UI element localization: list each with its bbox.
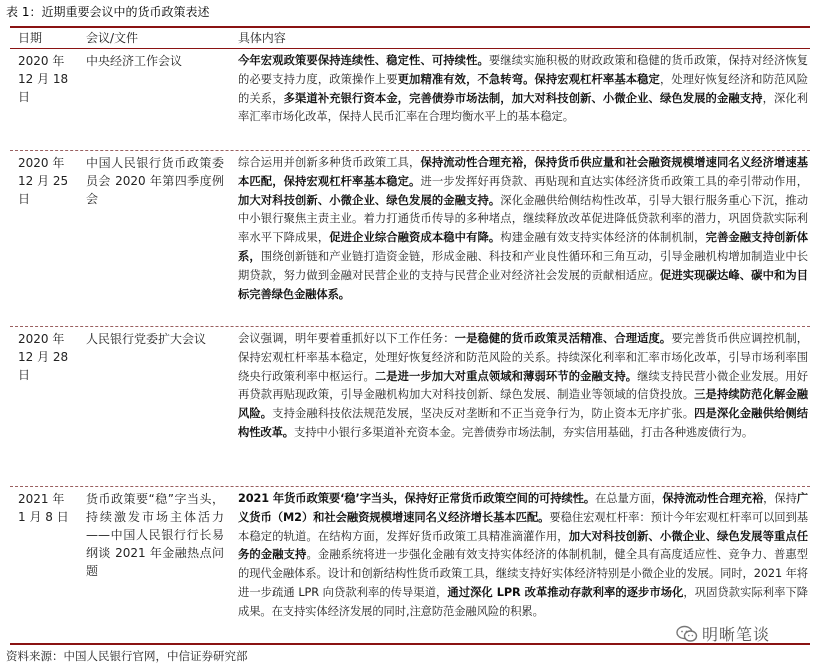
body-text: 继续支持民营小微企业发展。用好再贷款再贴现政策，引导金融机构加大对科技创新、绿色发展、制造业等领域的信贷投放。: [238, 369, 808, 402]
body-text: 要完善货币供应调控机制，保持宏观杠杆率基本稳定，处理好恢复经济和防范风险的关系。持续深化利率和汇率市场化改革，引导市场利率围绕央行政策利率中枢运行。: [238, 332, 808, 383]
emphasis-text: 2021 年货币政策要‘稳’字当头，保持好正常货币政策空间的可持续性。: [238, 492, 596, 505]
body-text: 要稳住宏观杠杆率：预计今年宏观杠杆率可以回到基本稳定的轨道。在结构方面，发挥好货币政策工具精准滴灌作用，: [238, 510, 809, 543]
row-content: [232, 49, 810, 150]
emphasis-text: 加大对科技创新、小微企业、绿色发展的金融支持。: [238, 193, 501, 207]
row-content: [232, 487, 810, 643]
emphasis-text: 更加精准有效，不急转弯。保持宏观杠杆率基本稳定: [397, 72, 660, 86]
row-content: [232, 151, 810, 326]
header-content: 具体内容: [238, 31, 286, 45]
emphasis-text: 完善金融支持创新体系，: [238, 231, 808, 263]
body-text: 进一步发挥好再贷款、再贴现和直达实体经济货币政策工具的牵引带动作用，: [420, 174, 808, 188]
emphasis-text: 促进企业综合融资成本稳中有降。: [329, 231, 501, 245]
policy-table: [10, 26, 810, 645]
body-text: 要继续实施积极的财政政策和稳健的货币政策，保持对经济恢复的必要支持力度，政策操作上要: [238, 54, 808, 86]
emphasis-text: 一是稳健的货币政策灵活精准、合理适度。: [454, 332, 672, 345]
body-text: 支持金融科技依法规范发展，坚决反对垄断和不正当竞争行为，防止资本无序扩张。: [272, 407, 695, 421]
body-text: 构建金融有效支持实体经济的体制机制，: [500, 231, 706, 245]
table-row: [10, 49, 810, 151]
table-title: 表 1：近期重要会议中的货币政策表述: [6, 5, 210, 19]
body-text: 综合运用并创新多种货币政策工具，: [238, 156, 421, 169]
emphasis-text: 今年宏观政策要保持连续性、稳定性、可持续性。: [238, 54, 489, 67]
body-text: 在总量方面，: [595, 492, 663, 505]
emphasis-text: 加大对科技创新、小微企业、绿色发展等重点任务的金融支持: [238, 529, 808, 562]
emphasis-text: 二是进一步加大对重点领域和薄弱环节的金融支持。: [374, 369, 638, 383]
table-row: [10, 327, 810, 487]
row-meeting: 人民银行党委扩大会议: [86, 332, 207, 346]
emphasis-text: 四是深化金融供给侧结构性改革。: [238, 407, 808, 439]
body-text: 会议强调，明年要着重抓好以下工作任务：: [238, 332, 455, 345]
emphasis-text: 保持流动性合理充裕: [662, 492, 764, 505]
body-text: 深化金融供给侧结构性改革，引导大银行服务重心下沉，推动中小银行聚焦主责主业。着力打通货币传导的多种堵点，继续释放改革促进降低贷款利率的潜力，巩固贷款实际利率水平下降成果，: [238, 193, 808, 245]
row-meeting: 货币政策要“稳”字当头，持续激发市场主体活力——中国人民银行行长易纲谈 2021 年金融热点问题: [86, 492, 224, 578]
body-text: 支持中小银行多渠道补充资本金。完善债券市场法制，夯实信用基础，打击各种逃废债行为。: [294, 425, 754, 439]
body-text: 围绕创新链和产业链打造资金链，形成金融、科技和产业良性循环和三角互动，引导金融机构增加制造业中长期贷款，努力做到金融对民营企业的支持与民营企业对经济社会发展的贡献相适应。: [238, 249, 808, 282]
emphasis-text: 通过深化 LPR 改革推动存款利率的逐步市场化: [447, 585, 684, 599]
wechat-icon: [676, 625, 698, 643]
body-text: ，处理好恢复经济和防范风险的关系，: [238, 72, 808, 105]
emphasis-text: 三是持续防范化解金融风险。: [238, 388, 808, 421]
emphasis-text: 保持流动性合理充裕，保持货币供应量和社会融资规模增速同名义经济增速基本匹配，保持宏观杠杆率基本稳定。: [238, 156, 808, 188]
watermark-text: 明晰笔谈: [702, 625, 771, 644]
body-text: ，保持: [763, 492, 797, 505]
table-row: [10, 151, 810, 327]
header-date: 日期: [18, 31, 43, 45]
body-text: ，深化利率汇率市场化改革，保持人民币汇率在合理均衡水平上的基本稳定。: [238, 91, 808, 124]
header-meeting: 会议/文件: [86, 31, 139, 45]
row-date: 2020 年 12 月 28 日: [18, 332, 69, 382]
emphasis-text: 广义货币（M2）和社会融资规模增速同名义经济增长基本匹配。: [238, 492, 808, 524]
row-date: 2020 年 12 月 25 日: [18, 156, 69, 206]
row-date: 2020 年 12 月 18 日: [18, 54, 69, 104]
row-content: [232, 327, 810, 486]
body-text: ，巩固贷款实际利率下降成果。在支持实体经济发展的同时,注意防范金融风险的积累。: [238, 585, 809, 618]
emphasis-text: 多渠道补充银行资本金，完善债券市场法制，加大对科技创新、小微企业、绿色发展的金融支持: [283, 91, 763, 105]
body-text: 。金融系统将进一步强化金融有效支持实体经济的体制机制，健全具有高度适应性、竞争力、普惠型的现代金融体系。设计和创新结构性货币政策工具，继续支持好实体经济特别是小微企业的发展。同时，2021 年将进一步疏通 LPR 向贷款利率的传导渠道，: [238, 548, 809, 599]
emphasis-text: 促进实现碳达峰、碳中和为目标完善绿色金融体系。: [238, 268, 808, 301]
source-note: 资料来源：中国人民银行官网，中信证券研究部: [6, 649, 248, 663]
row-meeting: 中央经济工作会议: [86, 54, 183, 68]
table-header: [10, 28, 810, 49]
row-meeting: 中国人民银行货币政策委员会 2020 年第四季度例会: [86, 156, 224, 206]
watermark: [676, 622, 770, 645]
row-date: 2021 年 1 月 8 日: [18, 492, 69, 524]
